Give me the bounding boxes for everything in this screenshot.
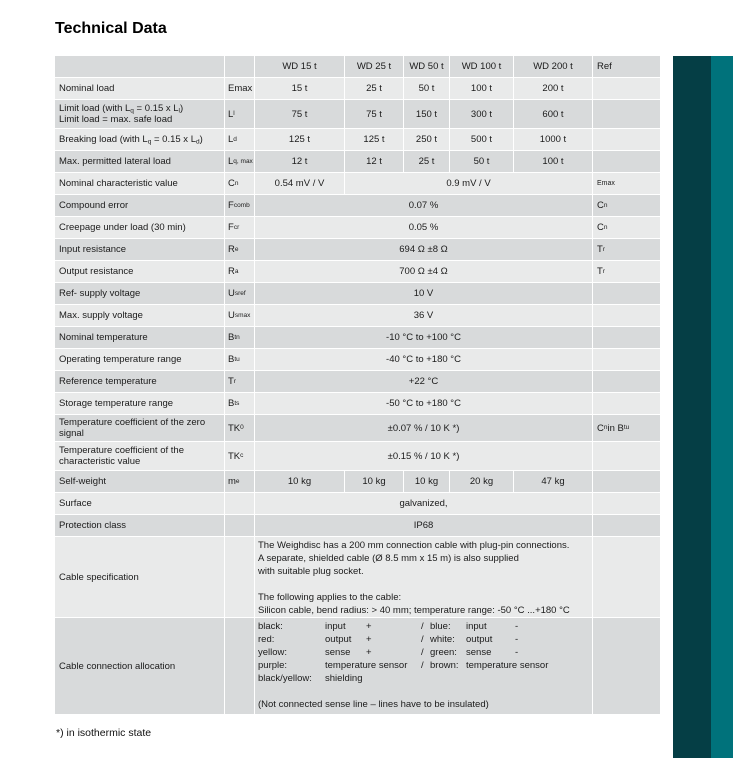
table-row	[55, 415, 660, 441]
table-row	[55, 371, 660, 392]
value-cell: 75 t	[255, 100, 344, 128]
column-header-ref: Ref	[593, 56, 660, 77]
allocation-c6	[515, 672, 592, 685]
cable-allocation-row	[258, 620, 592, 633]
allocation-c4: white:	[430, 634, 455, 645]
ref-cell	[593, 515, 660, 536]
row-label	[55, 217, 224, 238]
row-symbol: L l	[225, 100, 254, 128]
table-row	[55, 327, 660, 348]
table-row	[55, 305, 660, 326]
row-symbol: L d	[225, 129, 254, 150]
value-cell: 150 t	[404, 100, 449, 128]
value-span-cell: 0.07 %	[255, 195, 592, 216]
row-label-line: Protection class	[59, 520, 127, 531]
allocation-c5: input	[466, 621, 487, 632]
cable-allocation-row	[258, 646, 592, 659]
cable-spec-line: The Weighdisc has a 200 mm connection cable with plug-pin connections.	[258, 540, 570, 551]
ref-cell	[593, 283, 660, 304]
allocation-c6: -	[515, 647, 519, 658]
allocation-c3: +	[366, 647, 372, 658]
row-symbol: B tu	[225, 349, 254, 370]
table-row	[55, 261, 660, 282]
row-label	[55, 239, 224, 260]
table-header-row	[55, 56, 660, 77]
table-row	[55, 217, 660, 238]
row-label-line: Output resistance	[59, 266, 134, 277]
cable-spec-cell	[255, 537, 592, 617]
value-span-cell: IP68	[255, 515, 592, 536]
row-label-line: signal	[59, 428, 84, 439]
value-cell: 10 kg	[255, 471, 344, 492]
row-symbol: m e	[225, 471, 254, 492]
allocation-c3: +	[366, 621, 372, 632]
ref-cell	[593, 100, 660, 128]
row-symbol: R a	[225, 261, 254, 282]
row-label-line: Reference temperature	[59, 376, 157, 387]
cable-spec-line: The following applies to the cable:	[258, 592, 402, 603]
allocation-c2: temperature sensor	[325, 660, 408, 671]
row-label-line: Self-weight	[59, 476, 106, 487]
allocation-c5: sense	[466, 647, 492, 658]
row-symbol: R e	[225, 239, 254, 260]
table-row	[55, 78, 660, 99]
table-row	[55, 100, 660, 128]
table-row	[55, 442, 660, 470]
row-symbol	[225, 493, 254, 514]
value-cell: 250 t	[404, 129, 449, 150]
table-row	[55, 515, 660, 536]
value-span-cell: galvanized,	[255, 493, 592, 514]
table-row	[55, 283, 660, 304]
row-label-line: Surface	[59, 498, 92, 509]
cable-allocation-cell	[255, 618, 592, 714]
allocation-c5	[466, 672, 515, 685]
allocation-c5: temperature sensor	[466, 660, 549, 671]
cable-allocation-note: (Not connected sense line – lines have to be insulated)	[258, 699, 489, 710]
ref-cell: Emax	[593, 173, 660, 194]
column-header-c1: WD 15 t	[255, 56, 344, 77]
ref-cell	[593, 349, 660, 370]
ref-cell	[593, 493, 660, 514]
table-row	[55, 349, 660, 370]
ref-cell: C n	[593, 217, 660, 238]
allocation-c6	[515, 659, 592, 672]
table-row	[55, 195, 660, 216]
value-span-cell: ±0.15 % / 10 K *)	[255, 442, 592, 470]
value-span-cell: +22 °C	[255, 371, 592, 392]
row-label-line: Nominal characteristic value	[59, 178, 178, 189]
value-cell: 100 t	[514, 151, 592, 172]
ref-cell: T r	[593, 239, 660, 260]
cable-spec-line: with suitable plug socket.	[258, 566, 364, 577]
blank-line	[258, 685, 592, 698]
row-label-line: Nominal load	[59, 83, 115, 94]
row-label	[55, 173, 224, 194]
row-label-line: Input resistance	[59, 244, 127, 255]
allocation-c4: green:	[430, 647, 457, 658]
value-cell: 25 t	[404, 151, 449, 172]
allocation-c2: sense	[325, 647, 351, 658]
ref-cell	[593, 151, 660, 172]
value-cell: 10 kg	[404, 471, 449, 492]
value-cell: 125 t	[345, 129, 403, 150]
row-symbol: TK c	[225, 442, 254, 470]
row-symbol	[225, 618, 254, 714]
value-cell: 50 t	[450, 151, 513, 172]
row-label	[55, 261, 224, 282]
row-symbol	[225, 515, 254, 536]
allocation-slash: /	[421, 647, 424, 658]
cable-spec-line	[258, 578, 592, 591]
row-label-line: Max. permitted lateral load	[59, 156, 171, 167]
cable-spec-line: A separate, shielded cable (Ø 8.5 mm x 15 m) is also supplied	[258, 553, 519, 564]
row-label-line: Creepage under load (30 min)	[59, 222, 186, 233]
row-symbol: B tn	[225, 327, 254, 348]
allocation-c2: output	[325, 634, 352, 645]
ref-cell: T r	[593, 261, 660, 282]
row-label	[55, 371, 224, 392]
value-span-cell: 694 Ω ±8 Ω	[255, 239, 592, 260]
sidebar-light-band	[711, 56, 733, 758]
ref-cell	[593, 537, 660, 617]
value-cell: 50 t	[404, 78, 449, 99]
value-cell: 47 kg	[514, 471, 592, 492]
row-label-line: Cable connection allocation	[59, 660, 176, 672]
row-label-line: characteristic value	[59, 456, 141, 467]
allocation-c3	[366, 672, 421, 685]
allocation-c3	[366, 659, 421, 672]
row-label-line: Ref- supply voltage	[59, 288, 141, 299]
row-label	[55, 493, 224, 514]
row-label-line: Temperature coefficient of the zero	[59, 417, 206, 428]
page-title: Technical Data	[55, 20, 167, 37]
row-label-line: Compound error	[59, 200, 129, 211]
row-label	[55, 349, 224, 370]
value-span-cell: -50 °C to +180 °C	[255, 393, 592, 414]
allocation-slash	[421, 672, 430, 685]
row-label-line: Cable specification	[59, 571, 139, 583]
row-symbol: Emax	[225, 78, 254, 99]
row-label	[55, 442, 224, 470]
row-label	[55, 327, 224, 348]
ref-cell	[593, 393, 660, 414]
allocation-c3: +	[366, 634, 372, 645]
value-cell: 15 t	[255, 78, 344, 99]
value-span-cell: 36 V	[255, 305, 592, 326]
header-empty-label	[55, 56, 224, 77]
value-span-cell: -10 °C to +100 °C	[255, 327, 592, 348]
technical-data-table	[55, 56, 660, 714]
allocation-c4	[430, 672, 466, 685]
allocation-slash: /	[421, 660, 424, 671]
value-cell: 125 t	[255, 129, 344, 150]
column-header-c5: WD 200 t	[514, 56, 592, 77]
row-label	[55, 100, 224, 128]
cable-allocation-row	[258, 633, 592, 646]
value-span-cell: 0.9 mV / V	[345, 173, 592, 194]
allocation-c5: output	[466, 634, 493, 645]
value-cell: 0.54 mV / V	[255, 173, 344, 194]
row-label	[55, 283, 224, 304]
allocation-c2: input	[325, 621, 346, 632]
ref-cell	[593, 305, 660, 326]
row-label	[55, 515, 224, 536]
ref-cell	[593, 327, 660, 348]
value-cell: 600 t	[514, 100, 592, 128]
cable-allocation-row	[258, 659, 592, 672]
row-symbol: F cr	[225, 217, 254, 238]
table-row	[55, 393, 660, 414]
row-symbol: L q, max	[225, 151, 254, 172]
ref-cell	[593, 618, 660, 714]
ref-cell	[593, 442, 660, 470]
ref-cell: C n in B tu	[593, 415, 660, 441]
value-cell: 12 t	[345, 151, 403, 172]
table-row	[55, 151, 660, 172]
ref-cell: C n	[593, 195, 660, 216]
row-label-line: Storage temperature range	[59, 398, 174, 409]
footnote: *) in isothermic state	[56, 727, 152, 739]
row-symbol: T r	[225, 371, 254, 392]
allocation-c6: -	[515, 634, 519, 645]
row-label	[55, 537, 224, 617]
allocation-c1: red:	[258, 634, 275, 645]
column-header-c3: WD 50 t	[404, 56, 449, 77]
row-label	[55, 151, 224, 172]
row-symbol: B ts	[225, 393, 254, 414]
ref-cell	[593, 78, 660, 99]
table-row	[55, 493, 660, 514]
value-span-cell: 10 V	[255, 283, 592, 304]
ref-cell	[593, 371, 660, 392]
allocation-c1: black:	[258, 621, 283, 632]
allocation-c1: yellow:	[258, 647, 288, 658]
row-symbol: TK 0	[225, 415, 254, 441]
value-cell: 20 kg	[450, 471, 513, 492]
column-header-c4: WD 100 t	[450, 56, 513, 77]
header-empty-symbol	[225, 56, 254, 77]
allocation-c1: purple:	[258, 660, 288, 671]
allocation-c4: blue:	[430, 621, 451, 632]
row-symbol: C n	[225, 173, 254, 194]
table-row	[55, 129, 660, 150]
table-row	[55, 471, 660, 492]
value-span-cell: ±0.07 % / 10 K *)	[255, 415, 592, 441]
value-span-cell: 0.05 %	[255, 217, 592, 238]
value-span-cell: 700 Ω ±4 Ω	[255, 261, 592, 282]
row-label-line: Temperature coefficient of the	[59, 445, 184, 456]
value-cell: 300 t	[450, 100, 513, 128]
row-label	[55, 129, 224, 150]
ref-cell	[593, 129, 660, 150]
value-cell: 10 kg	[345, 471, 403, 492]
row-label	[55, 78, 224, 99]
row-symbol	[225, 537, 254, 617]
row-label	[55, 618, 224, 714]
row-label	[55, 471, 224, 492]
allocation-slash: /	[421, 621, 424, 632]
table-row	[55, 239, 660, 260]
allocation-c6: -	[515, 621, 519, 632]
row-label-line: Breaking load (with $L_q = 0.15$ x $L_d$)	[59, 134, 203, 146]
table-row	[55, 537, 660, 617]
value-cell: 25 t	[345, 78, 403, 99]
row-label-line: Max. supply voltage	[59, 310, 143, 321]
row-label-line: Nominal temperature	[59, 332, 148, 343]
column-header-c2: WD 25 t	[345, 56, 403, 77]
row-label	[55, 305, 224, 326]
row-symbol: F comb	[225, 195, 254, 216]
ref-cell	[593, 471, 660, 492]
sidebar-dark-band	[673, 56, 711, 758]
row-symbol: U sref	[225, 283, 254, 304]
cable-spec-line: Silicon cable, bend radius: > 40 mm; temperature range: -50 °C ...+180 °C	[258, 605, 570, 616]
row-label	[55, 415, 224, 441]
table-row	[55, 618, 660, 714]
allocation-c1: black/yellow:	[258, 673, 312, 684]
value-cell: 200 t	[514, 78, 592, 99]
value-span-cell: -40 °C to +180 °C	[255, 349, 592, 370]
row-label	[55, 195, 224, 216]
row-symbol: U smax	[225, 305, 254, 326]
row-label	[55, 393, 224, 414]
allocation-slash: /	[421, 634, 424, 645]
row-label-line: Limit load (with $L_q = 0.15$ x $L_l$)	[59, 103, 184, 115]
value-cell: 100 t	[450, 78, 513, 99]
value-cell: 12 t	[255, 151, 344, 172]
table-row	[55, 173, 660, 194]
value-cell: 500 t	[450, 129, 513, 150]
cable-allocation-row	[258, 672, 592, 685]
allocation-c2: shielding	[325, 673, 363, 684]
row-label-line: Limit load = max. safe load	[59, 114, 173, 125]
value-cell: 75 t	[345, 100, 403, 128]
row-label-line: Operating temperature range	[59, 354, 182, 365]
value-cell: 1000 t	[514, 129, 592, 150]
allocation-c4: brown:	[430, 660, 459, 671]
